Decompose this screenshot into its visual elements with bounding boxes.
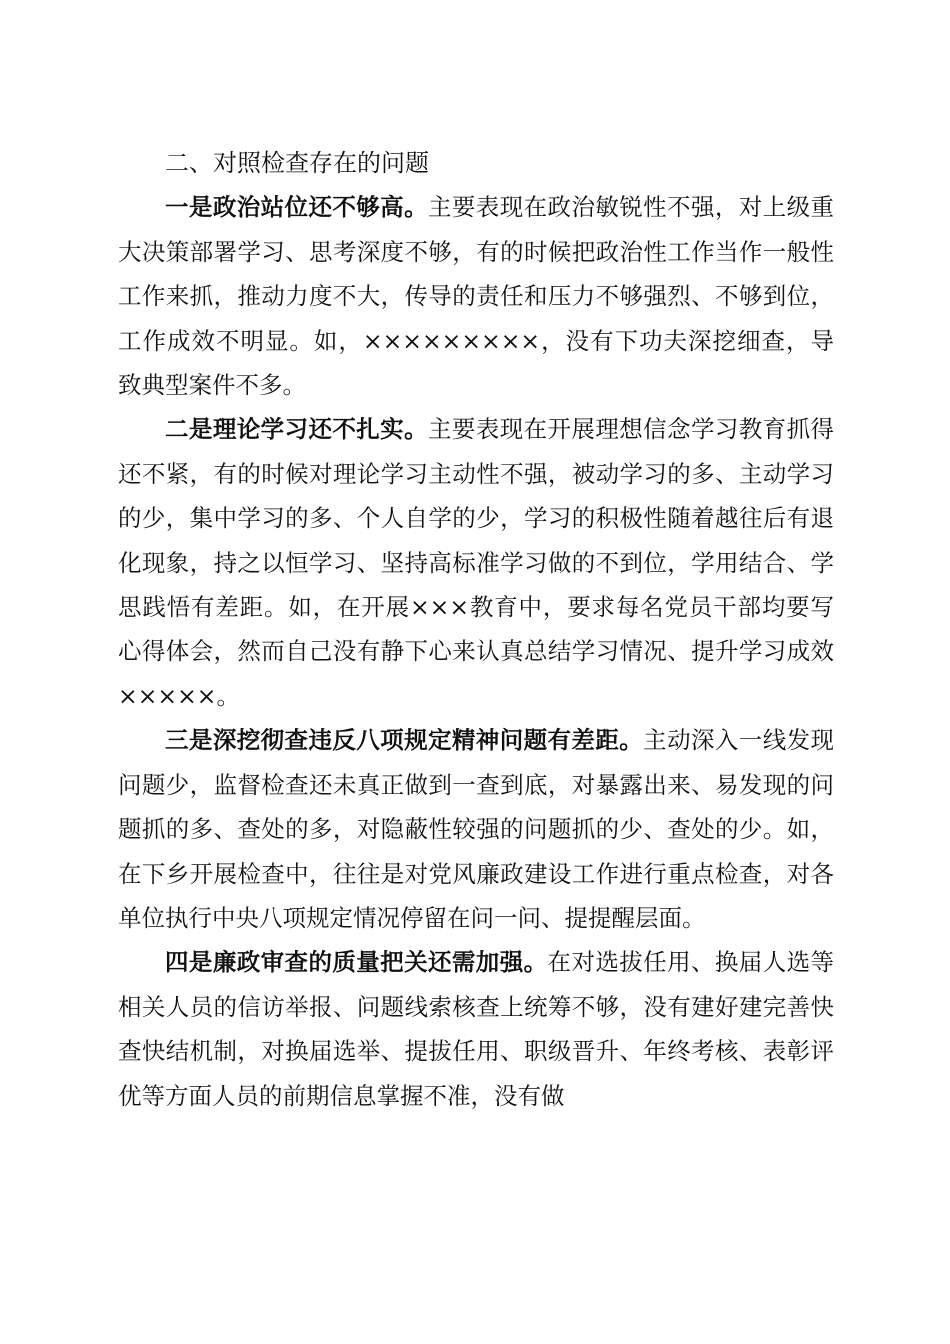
paragraph-body: 主要表现在政治敏锐性不强，对上级重大决策部署学习、思考深度不够，有的时候把政治性工作当作一般性工作来抓，推动力度不大，传导的责任和压力不够强烈、不够到位，工作成效不明显。如，×××××××××，没有下功夫深挖细查，导致典型案件不多。 (118, 193, 835, 400)
paragraph-lead: 一是政治站位还不够高。 (165, 193, 428, 222)
paragraph-theory-study (118, 407, 834, 718)
paragraph-integrity-review (118, 940, 834, 1118)
document-page (118, 141, 834, 1118)
paragraph-lead: 二是理论学习还不扎实。 (165, 415, 428, 444)
paragraph-political-stance (118, 185, 834, 407)
paragraph-body: 主动深入一线发现问题少，监督检查还未真正做到一查到底，对暴露出来、易发现的问题抓的多、查处的多，对隐蔽性较强的问题抓的少、查处的少。如，在下乡开展检查中，往往是对党风廉政建设工作进行重点检查，对各单位执行中央八项规定情况停留在问一问、提提醒层面。 (118, 726, 835, 932)
section-heading: 二、对照检查存在的问题 (165, 149, 429, 177)
paragraph-lead: 三是深挖彻查违反八项规定精神问题有差距。 (165, 726, 644, 755)
paragraph-lead: 四是廉政审查的质量把关还需加强。 (165, 948, 548, 977)
paragraph-eight-rules (118, 718, 834, 940)
paragraph-body: 主要表现在开展理想信念学习教育抓得还不紧，有的时候对理论学习主动性不强，被动学习的多、主动学习的少，集中学习的多、个人自学的少，学习的积极性随着越往后有退化现象，持之以恒学习、坚持高标准学习做的不到位，学用结合、学思践悟有差距。如，在开展×××教育中，要求每名党员干部均要写心得体会，然而自己没有静下心来认真总结学习情况、提升学习成效×××××。 (118, 415, 835, 710)
paragraph-body: 在对选拔任用、换届人选等相关人员的信访举报、问题线索核查上统筹不够，没有建好建完善快查快结机制，对换届选举、提拔任用、职级晋升、年终考核、表彰评优等方面人员的前期信息掌握不准，没有做 (118, 948, 835, 1110)
